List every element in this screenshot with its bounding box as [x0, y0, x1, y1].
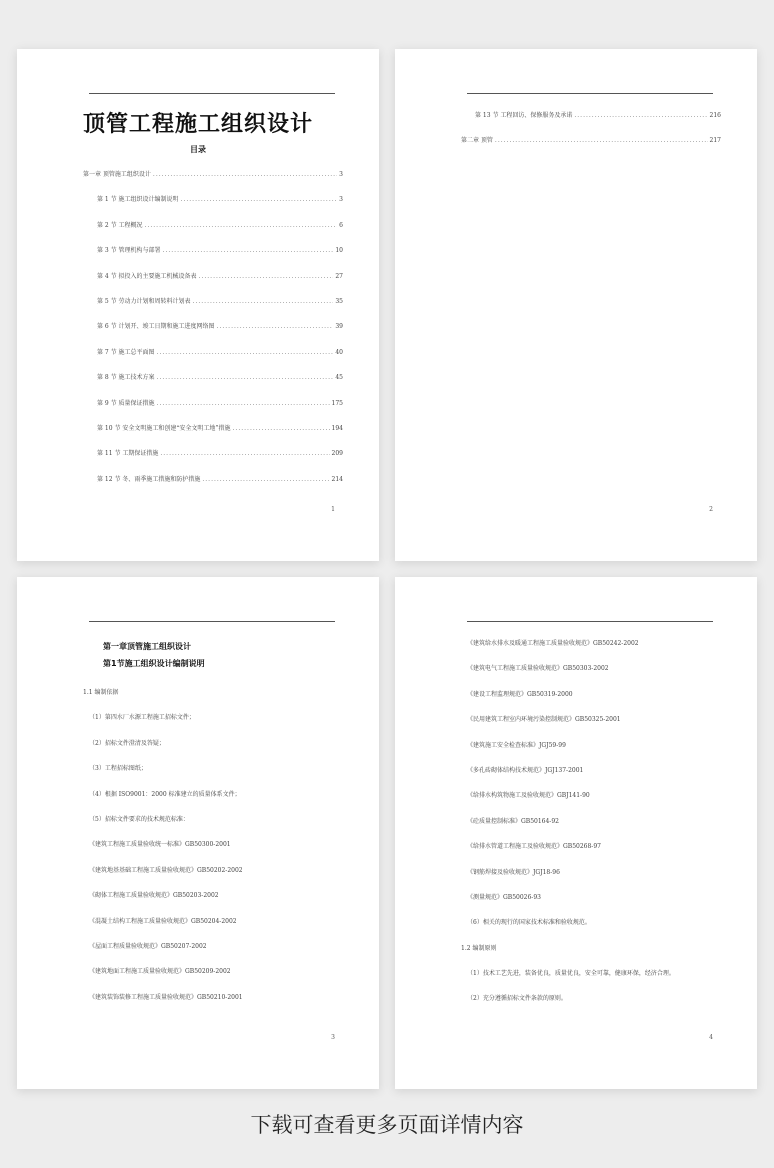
toc-entry-page: 45 — [335, 374, 343, 382]
toc-leader-dots — [160, 450, 329, 457]
body-line: 《建设工程监理规范》GB50319-2000 — [467, 690, 573, 698]
toc-entry[interactable] — [83, 169, 343, 194]
toc-entry[interactable] — [83, 448, 343, 473]
header-rule — [89, 621, 335, 622]
page-number: 1 — [331, 506, 335, 513]
toc-entry-label: 第 9 节 质量保证措施 — [97, 399, 155, 407]
body-line: 《钢筋焊接及验收规范》JGJ18-96 — [467, 868, 560, 876]
toc-entry-page: 27 — [335, 272, 343, 280]
body-text — [83, 687, 349, 1017]
body-line: 《测量规范》GB50026-93 — [467, 893, 541, 901]
toc-leader-dots — [574, 112, 707, 119]
page-number: 3 — [331, 1034, 335, 1041]
body-line: 《砼质量控制标准》GB50164-92 — [467, 817, 559, 825]
toc-leader-dots — [153, 171, 337, 178]
body-line: 《建筑给水排水及暖通工程施工质量验收规范》GB50242-2002 — [467, 640, 639, 647]
toc-entry[interactable] — [83, 220, 343, 245]
body-line: （1）技术工艺先进，装备优良，质量优良，安全可靠，健康环保，经济合理。 — [467, 970, 675, 978]
toc-entry[interactable] — [83, 423, 343, 448]
body-line: （6）相关的现行的国家技术标准和验收规范。 — [467, 919, 591, 927]
toc-entry-label: 第 5 节 劳动力计划和周转料计划表 — [97, 297, 191, 305]
section-title: 第1节施工组织设计编制说明 — [103, 659, 205, 668]
toc-entry-page: 209 — [331, 450, 343, 458]
table-of-contents-continued — [461, 110, 721, 161]
header-rule — [467, 621, 713, 622]
document-page-2 — [395, 49, 757, 561]
toc-entry-page: 6 — [339, 221, 343, 229]
body-line: 1.1 编制依据 — [83, 689, 119, 696]
body-line: 《建筑装饰装修工程施工质量验收规范》GB50210-2001 — [89, 993, 243, 1001]
toc-leader-dots — [202, 476, 329, 483]
body-line: （2）充分遵循招标文件条款的原则。 — [467, 995, 567, 1003]
toc-entry[interactable] — [83, 271, 343, 296]
header-rule — [89, 93, 335, 94]
toc-entry[interactable] — [461, 135, 721, 160]
toc-leader-dots — [217, 323, 334, 330]
body-line: （2）招标文件澄清及答疑； — [89, 739, 165, 747]
toc-entry-label: 第一章 顶管施工组织设计 — [83, 171, 151, 178]
body-line: 《建筑地面工程施工质量验收规范》GB50209-2002 — [89, 968, 231, 976]
document-page-3 — [17, 577, 379, 1089]
toc-entry-page: 10 — [335, 247, 343, 255]
toc-entry-label: 第 2 节 工程概况 — [97, 221, 143, 229]
toc-leader-dots — [157, 374, 334, 381]
toc-entry-page: 175 — [331, 399, 343, 407]
toc-entry[interactable] — [83, 474, 343, 499]
toc-entry-label: 第 11 节 工期保证措施 — [97, 450, 159, 458]
body-line: （5）招标文件要求的技术规范标准： — [89, 815, 189, 823]
body-line: 《砌体工程施工质量验收规范》GB50203-2002 — [89, 892, 219, 900]
toc-entry[interactable] — [83, 398, 343, 423]
body-text — [461, 638, 727, 1019]
toc-entry[interactable] — [461, 110, 721, 135]
body-line: （1）第四水厂水源工程施工招标文件； — [89, 714, 195, 722]
toc-leader-dots — [157, 400, 330, 407]
document-page-1 — [17, 49, 379, 561]
toc-leader-dots — [233, 425, 330, 432]
toc-entry[interactable] — [83, 321, 343, 346]
body-line: 《建筑地基基础工程施工质量验收规范》GB50202-2002 — [89, 866, 243, 874]
toc-leader-dots — [157, 349, 334, 356]
toc-leader-dots — [163, 247, 334, 254]
toc-entry-label: 第 10 节 安全文明施工和创建“安全文明工地”措施 — [97, 424, 231, 432]
toc-entry-label: 第 13 节 工程回访、保修服务及承诺 — [475, 112, 573, 119]
table-of-contents — [83, 169, 343, 499]
body-line: 《屋面工程质量验收规范》GB50207-2002 — [89, 942, 207, 950]
toc-leader-dots — [193, 298, 334, 305]
body-line: 《给排水管道工程施工及验收规范》GB50268-97 — [467, 843, 601, 851]
body-line: 《给排水构筑物施工及验收规范》GBJ141-90 — [467, 792, 590, 800]
body-line: 《建筑工程施工质量验收统一标准》GB50300-2001 — [89, 841, 231, 849]
toc-leader-dots — [199, 273, 334, 280]
body-line: 《混凝土结构工程施工质量验收规范》GB50204-2002 — [89, 917, 237, 925]
body-line: 《民用建筑工程室内环境污染控制规范》GB50325-2001 — [467, 716, 621, 724]
toc-entry[interactable] — [83, 296, 343, 321]
body-line: （3）工程招标图纸； — [89, 765, 147, 773]
body-line: （4）根据 ISO9001：2000 标准建立的质量体系文件； — [89, 790, 241, 798]
toc-entry-page: 214 — [331, 475, 343, 483]
toc-entry-label: 第 1 节 施工组织设计编制说明 — [97, 196, 179, 204]
toc-entry-label: 第 8 节 施工技术方案 — [97, 374, 155, 382]
header-rule — [467, 93, 713, 94]
toc-entry[interactable] — [83, 372, 343, 397]
toc-entry-page: 35 — [335, 297, 343, 305]
toc-entry-label: 第二章 顶管 — [461, 137, 493, 145]
page-number: 4 — [709, 1034, 713, 1041]
toc-entry-page: 194 — [331, 424, 343, 432]
download-more-prompt[interactable]: 下载可查看更多页面详情内容 — [250, 1113, 524, 1137]
toc-entry-page: 3 — [339, 196, 343, 204]
toc-entry-label: 第 7 节 施工总平面图 — [97, 348, 155, 356]
toc-entry-page: 3 — [339, 171, 343, 178]
toc-entry-label: 第 3 节 管理机构与部署 — [97, 247, 161, 255]
toc-entry-label: 第 12 节 冬、雨季施工措施和防护措施 — [97, 475, 201, 483]
chapter-title: 第一章顶管施工组织设计 — [103, 642, 191, 651]
toc-leader-dots — [145, 222, 338, 229]
toc-entry[interactable] — [83, 194, 343, 219]
toc-entry-label: 第 6 节 计划开、竣工日期和施工进度网络图 — [97, 323, 215, 331]
body-line: 《建筑施工安全检查标准》JGJ59-99 — [467, 741, 566, 749]
body-line: 《建筑电气工程施工质量验收规范》GB50303-2002 — [467, 665, 609, 673]
toc-entry-page: 216 — [709, 112, 721, 119]
toc-entry[interactable] — [83, 245, 343, 270]
document-page-4 — [395, 577, 757, 1089]
toc-leader-dots — [495, 137, 708, 144]
toc-heading: 目录 — [190, 145, 206, 154]
toc-entry[interactable] — [83, 347, 343, 372]
toc-entry-page: 39 — [335, 323, 343, 331]
toc-entry-page: 217 — [709, 137, 721, 145]
toc-entry-page: 40 — [335, 348, 343, 356]
body-line: 1.2 编制原则 — [461, 944, 497, 952]
page-number: 2 — [709, 506, 713, 513]
toc-entry-label: 第 4 节 拟投入的主要施工机械设备表 — [97, 272, 197, 280]
body-line: 《多孔砖砌体结构技术规范》JGJ137-2001 — [467, 766, 584, 774]
document-title: 顶管工程施工组织设计 — [82, 112, 313, 137]
toc-leader-dots — [181, 196, 338, 203]
